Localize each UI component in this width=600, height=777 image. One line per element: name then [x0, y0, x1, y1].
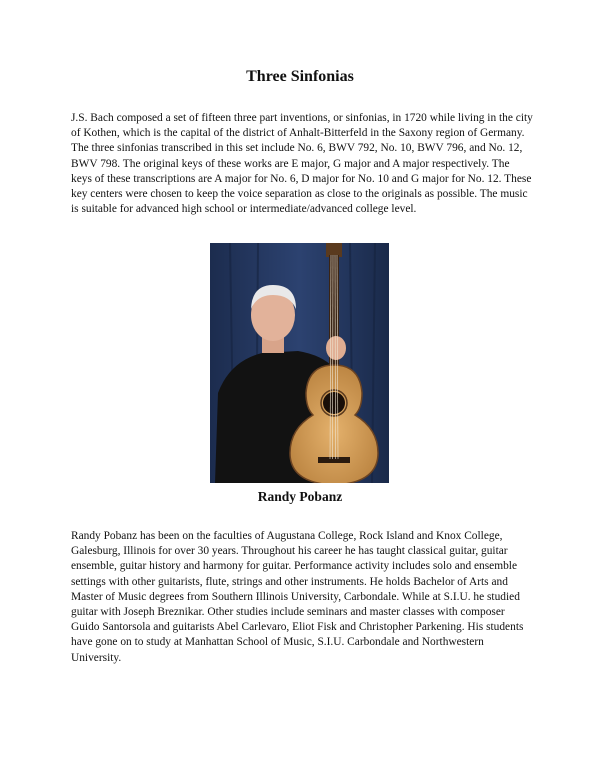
bio-paragraph: Randy Pobanz has been on the faculties of Augustana College, Rock Island and Knox College, Galesburg, Illinois for over 30 years. Throughout his career he has taught classical guitar, guitar ensemble, guitar history and harmony for guitar. Performance activity includes solo and ensemble settings with other guitarists, flute, strings and other instruments. He holds Bachelor of Arts and Master of Music degrees from Southern Illinois University, Carbondale. While at S.I.U. he studied guitar with Joseph Breznikar. Other studies include seminars and master classes with composer Guido Santorsola and guitarists Abel Carlevaro, Eliot Fisk and Christopher Parkening. His students have gone on to study at Manhattan School of Music, S.I.U. Carbondale and Northwestern University. [71, 530, 524, 664]
portrait-photo [210, 243, 389, 483]
page-title: Three Sinfonias [246, 68, 354, 85]
photo-caption: Randy Pobanz [257, 489, 343, 504]
portrait-with-guitar-icon [210, 243, 389, 483]
intro-paragraph: J.S. Bach composed a set of fifteen three part inventions, or sinfonias, in 1720 while living in the city of Kothen, which is the capital of the district of Anhalt-Bitterfeld in the Saxony region of Germany. The three sinfonias transcribed in this set include No. 6, BWV 792, No. 10, BWV 796, and No. 12, BWV 798. The original keys of these works are E major, G major and A major respectively. The keys of these transcriptions are A major for No. 6, D major for No. 10 and G major for No. 12. These key centers were chosen to keep the voice separation as close to the originals as possible. The music is suitable for advanced high school or intermediate/advanced college level. [71, 112, 533, 216]
